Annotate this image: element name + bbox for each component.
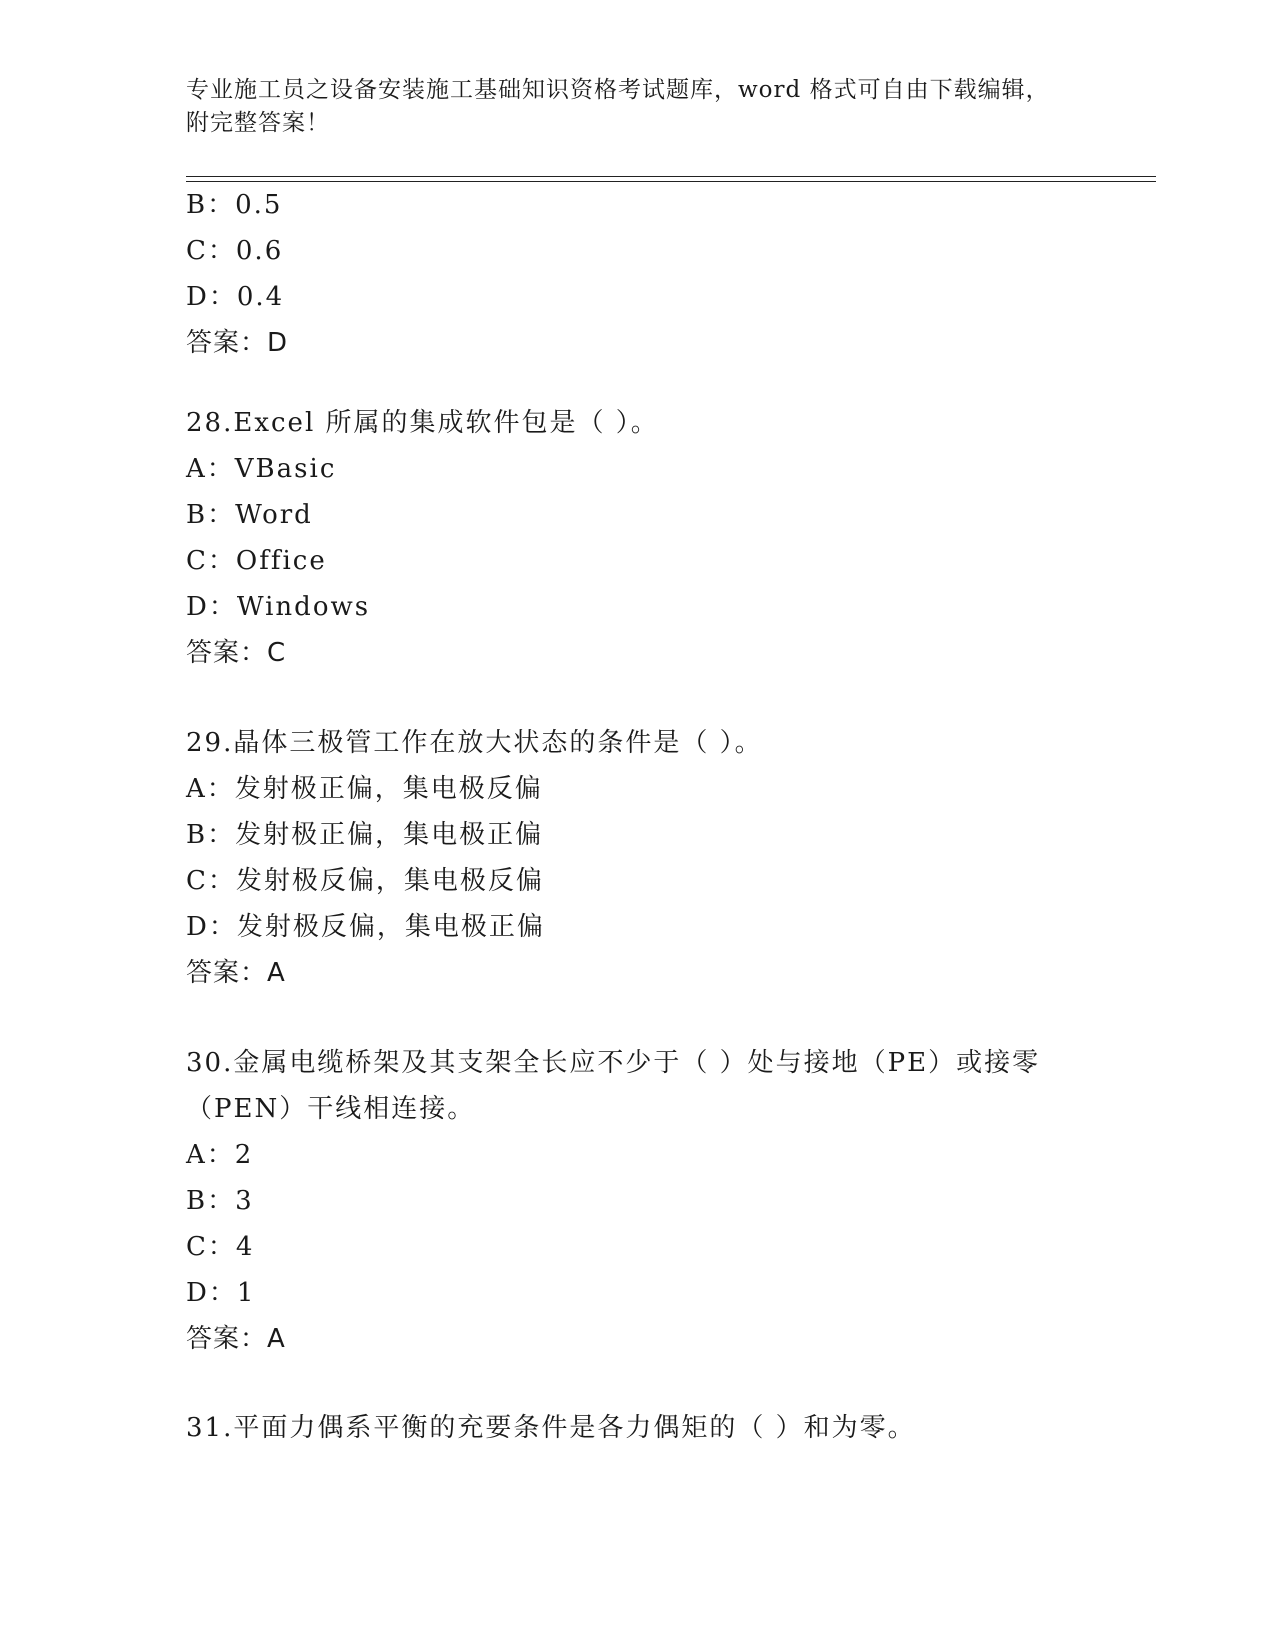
option-b: B：3 (186, 1186, 254, 1216)
question-stem-line-1: 30.金属电缆桥架及其支架全长应不少于（ ）处与接地（PE）或接零 (186, 1048, 1041, 1078)
question-31 (186, 1405, 1086, 1451)
option-b: B：Word (186, 500, 313, 530)
answer-line: 答案：A (186, 958, 286, 988)
option-c: C：4 (186, 1232, 255, 1262)
answer-line: 答案：D (186, 328, 289, 358)
option-d: D：发射极反偏，集电极正偏 (186, 912, 545, 942)
answer-line: 答案：A (186, 1324, 286, 1354)
question-30 (186, 1040, 1086, 1362)
option-c: C：Office (186, 546, 327, 576)
header-line-2: 附完整答案！ (186, 110, 330, 136)
header-divider-top (186, 176, 1156, 177)
question-29 (186, 720, 1086, 996)
option-c: C：发射极反偏，集电极反偏 (186, 866, 544, 896)
option-d: D：0.4 (186, 282, 285, 312)
question-27-tail (186, 182, 1086, 366)
option-b: B：发射极正偏，集电极正偏 (186, 820, 544, 850)
document-header (186, 74, 1066, 140)
option-d: D：Windows (186, 592, 371, 622)
option-d: D：1 (186, 1278, 256, 1308)
question-stem: 31.平面力偶系平衡的充要条件是各力偶矩的（ ）和为零。 (186, 1413, 916, 1443)
option-a: A：发射极正偏，集电极反偏 (186, 774, 543, 804)
option-a: A：VBasic (186, 454, 337, 484)
question-stem-line-2: （PEN）干线相连接。 (186, 1094, 476, 1124)
option-b: B：0.5 (186, 190, 283, 220)
question-28 (186, 400, 1086, 676)
question-stem: 29.晶体三极管工作在放大状态的条件是（ ）。 (186, 728, 763, 758)
header-line-1: 专业施工员之设备安装施工基础知识资格考试题库，word 格式可自由下载编辑， (186, 77, 1050, 103)
option-a: A：2 (186, 1140, 254, 1170)
answer-line: 答案：C (186, 638, 287, 668)
option-c: C：0.6 (186, 236, 284, 266)
question-stem: 28.Excel 所属的集成软件包是（ ）。 (186, 408, 659, 438)
